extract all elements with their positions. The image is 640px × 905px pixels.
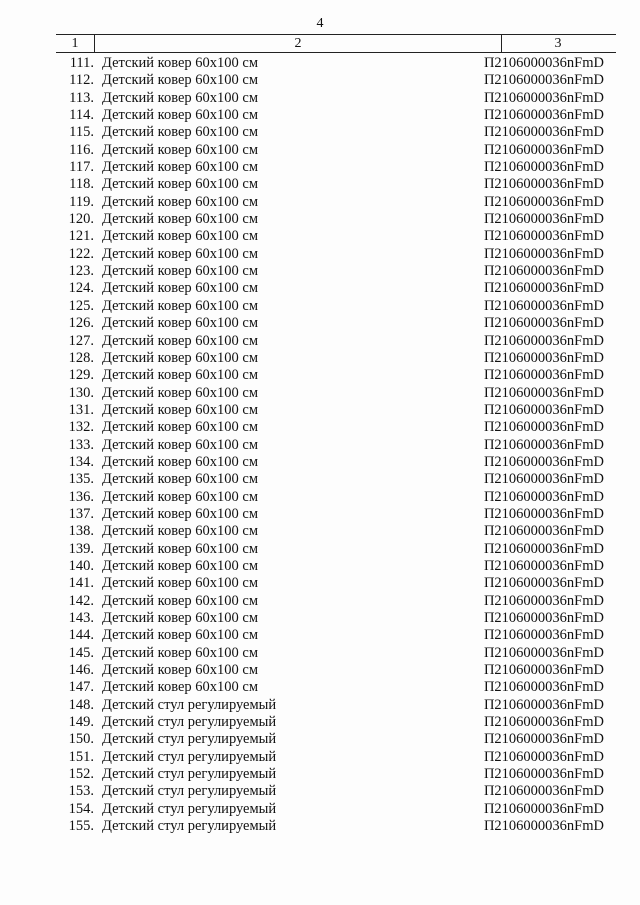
header-column-2: 2: [94, 35, 502, 52]
item-code: П2106000036nFmD: [483, 280, 604, 297]
item-code: П2106000036nFmD: [483, 505, 604, 522]
row-number: 143.: [68, 610, 94, 626]
table-row: [0, 385, 640, 402]
table-row: [0, 90, 640, 107]
row-number: 121.: [68, 228, 94, 245]
item-name: Детский стул регулируемый: [102, 783, 277, 800]
table-row: [0, 627, 640, 644]
table-row: [0, 298, 640, 315]
table-row: [0, 506, 640, 523]
table-row: [0, 558, 640, 575]
row-number: 129.: [68, 367, 94, 384]
row-number: 128.: [68, 349, 94, 366]
item-code: П2106000036nFmD: [483, 523, 604, 540]
table-row: [0, 159, 640, 176]
item-name: Детский ковер 60х100 см: [102, 245, 259, 262]
item-code: П2106000036nFmD: [483, 766, 604, 783]
row-number: 154.: [68, 800, 94, 817]
table-row: [0, 783, 640, 800]
row-number: 146.: [68, 662, 94, 679]
table-row: [0, 367, 640, 384]
item-name: Детский ковер 60х100 см: [102, 332, 259, 349]
item-name: Детский ковер 60х100 см: [102, 55, 259, 71]
table-row: [0, 645, 640, 662]
item-code: П2106000036nFmD: [483, 55, 604, 71]
table-row: [0, 662, 640, 679]
item-name: Детский ковер 60х100 см: [102, 471, 259, 488]
header-column-1: 1: [71, 36, 79, 51]
row-number: 144.: [68, 627, 94, 644]
table-row: [0, 593, 640, 610]
table-row: [0, 315, 640, 332]
item-name: Детский ковер 60х100 см: [102, 679, 259, 696]
table-row: [0, 263, 640, 280]
row-number: 124.: [68, 280, 94, 297]
item-name: Детский ковер 60х100 см: [102, 610, 259, 626]
row-number: 133.: [68, 436, 94, 453]
item-code: П2106000036nFmD: [483, 471, 604, 488]
row-number: 111.: [69, 55, 94, 71]
row-number: 148.: [68, 696, 94, 713]
item-code: П2106000036nFmD: [483, 401, 604, 418]
item-code: П2106000036nFmD: [483, 783, 604, 800]
item-name: Детский ковер 60х100 см: [102, 453, 259, 470]
row-number: 135.: [68, 471, 94, 488]
row-number: 115.: [69, 124, 94, 141]
table-row: [0, 402, 640, 419]
item-code: П2106000036nFmD: [483, 696, 604, 713]
item-code: П2106000036nFmD: [483, 263, 604, 280]
row-number: 142.: [68, 592, 94, 609]
item-name: Детский ковер 60х100 см: [102, 72, 259, 89]
table-row: [0, 107, 640, 124]
item-code: П2106000036nFmD: [483, 488, 604, 505]
row-number: 150.: [68, 731, 94, 748]
item-code: П2106000036nFmD: [483, 107, 604, 124]
row-number: 113.: [69, 89, 94, 106]
row-number: 116.: [69, 141, 94, 158]
row-number: 127.: [68, 332, 94, 349]
item-code: П2106000036nFmD: [483, 731, 604, 748]
page-number: 4: [316, 16, 324, 31]
item-code: П2106000036nFmD: [483, 141, 604, 158]
table-row: [0, 246, 640, 263]
item-code: П2106000036nFmD: [483, 436, 604, 453]
table-row: [0, 454, 640, 471]
item-name: Детский ковер 60х100 см: [102, 627, 259, 644]
item-name: Детский ковер 60х100 см: [102, 176, 259, 193]
item-code: П2106000036nFmD: [483, 89, 604, 106]
row-number: 151.: [68, 748, 94, 765]
item-code: П2106000036nFmD: [483, 679, 604, 696]
item-code: П2106000036nFmD: [483, 627, 604, 644]
item-name: Детский стул регулируемый: [102, 766, 277, 783]
item-name: Детский ковер 60х100 см: [102, 557, 259, 574]
row-number: 138.: [68, 523, 94, 540]
row-number: 155.: [68, 818, 94, 835]
table-row: [0, 176, 640, 193]
item-name: Детский ковер 60х100 см: [102, 401, 259, 418]
item-name: Детский ковер 60х100 см: [102, 662, 259, 679]
row-number: 132.: [68, 419, 94, 436]
table-row: [0, 350, 640, 367]
table-row: [0, 731, 640, 748]
item-name: Детский ковер 60х100 см: [102, 436, 259, 453]
item-code: П2106000036nFmD: [483, 818, 604, 835]
item-code: П2106000036nFmD: [483, 245, 604, 262]
item-code: П2106000036nFmD: [483, 367, 604, 384]
table-header: [56, 34, 616, 53]
table-row: [0, 801, 640, 818]
table-row: [0, 749, 640, 766]
table-row: [0, 575, 640, 592]
table-row: [0, 766, 640, 783]
table-row: [0, 437, 640, 454]
row-number: 119.: [69, 193, 94, 210]
item-code: П2106000036nFmD: [483, 540, 604, 557]
item-name: Детский ковер 60х100 см: [102, 315, 259, 332]
table-row: [0, 211, 640, 228]
item-name: Детский ковер 60х100 см: [102, 540, 259, 557]
item-code: П2106000036nFmD: [483, 453, 604, 470]
item-code: П2106000036nFmD: [483, 800, 604, 817]
item-code: П2106000036nFmD: [483, 419, 604, 436]
row-number: 118.: [69, 176, 94, 193]
row-number: 112.: [69, 72, 94, 89]
item-code: П2106000036nFmD: [483, 159, 604, 176]
table-body: [0, 55, 640, 835]
item-code: П2106000036nFmD: [483, 193, 604, 210]
item-code: П2106000036nFmD: [483, 315, 604, 332]
item-code: П2106000036nFmD: [483, 211, 604, 228]
item-name: Детский стул регулируемый: [102, 800, 277, 817]
item-code: П2106000036nFmD: [483, 748, 604, 765]
item-code: П2106000036nFmD: [483, 176, 604, 193]
item-name: Детский стул регулируемый: [102, 818, 277, 835]
item-code: П2106000036nFmD: [483, 557, 604, 574]
row-number: 147.: [68, 679, 94, 696]
item-name: Детский стул регулируемый: [102, 696, 277, 713]
row-number: 139.: [68, 540, 94, 557]
table-row: [0, 471, 640, 488]
item-name: Детский ковер 60х100 см: [102, 124, 259, 141]
row-number: 136.: [68, 488, 94, 505]
table-row: [0, 541, 640, 558]
item-code: П2106000036nFmD: [483, 332, 604, 349]
item-name: Детский ковер 60х100 см: [102, 505, 259, 522]
item-code: П2106000036nFmD: [483, 349, 604, 366]
item-name: Детский ковер 60х100 см: [102, 297, 259, 314]
item-code: П2106000036nFmD: [483, 662, 604, 679]
item-name: Детский ковер 60х100 см: [102, 488, 259, 505]
table-row: [0, 419, 640, 436]
table-row: [0, 72, 640, 89]
row-number: 117.: [69, 159, 94, 176]
row-number: 141.: [68, 575, 94, 592]
item-name: Детский ковер 60х100 см: [102, 89, 259, 106]
table-row: [0, 818, 640, 835]
row-number: 130.: [68, 384, 94, 401]
row-number: 114.: [69, 107, 94, 124]
item-name: Детский ковер 60х100 см: [102, 419, 259, 436]
table-row: [0, 489, 640, 506]
item-name: Детский ковер 60х100 см: [102, 263, 259, 280]
row-number: 126.: [68, 315, 94, 332]
table-row: [0, 55, 640, 72]
table-row: [0, 228, 640, 245]
row-number: 131.: [68, 401, 94, 418]
table-row: [0, 333, 640, 350]
row-number: 152.: [68, 766, 94, 783]
row-number: 140.: [68, 557, 94, 574]
item-name: Детский ковер 60х100 см: [102, 193, 259, 210]
row-number: 125.: [68, 297, 94, 314]
table-row: [0, 194, 640, 211]
row-number: 137.: [68, 505, 94, 522]
table-row: [0, 523, 640, 540]
item-code: П2106000036nFmD: [483, 575, 604, 592]
table-row: [0, 142, 640, 159]
item-name: Детский ковер 60х100 см: [102, 644, 259, 661]
item-name: Детский ковер 60х100 см: [102, 523, 259, 540]
item-code: П2106000036nFmD: [483, 610, 604, 626]
item-name: Детский ковер 60х100 см: [102, 575, 259, 592]
table-row: [0, 714, 640, 731]
item-name: Детский стул регулируемый: [102, 714, 277, 731]
item-code: П2106000036nFmD: [483, 228, 604, 245]
table-row: [0, 610, 640, 627]
row-number: 122.: [68, 245, 94, 262]
item-name: Детский стул регулируемый: [102, 731, 277, 748]
item-code: П2106000036nFmD: [483, 297, 604, 314]
table-row: [0, 280, 640, 297]
item-name: Детский ковер 60х100 см: [102, 228, 259, 245]
item-code: П2106000036nFmD: [483, 124, 604, 141]
item-name: Детский ковер 60х100 см: [102, 349, 259, 366]
item-name: Детский ковер 60х100 см: [102, 159, 259, 176]
item-name: Детский стул регулируемый: [102, 748, 277, 765]
item-name: Детский ковер 60х100 см: [102, 211, 259, 228]
item-name: Детский ковер 60х100 см: [102, 592, 259, 609]
item-name: Детский ковер 60х100 см: [102, 107, 259, 124]
item-name: Детский ковер 60х100 см: [102, 141, 259, 158]
row-number: 120.: [68, 211, 94, 228]
item-code: П2106000036nFmD: [483, 592, 604, 609]
item-name: Детский ковер 60х100 см: [102, 367, 259, 384]
row-number: 153.: [68, 783, 94, 800]
row-number: 134.: [68, 453, 94, 470]
header-column-3: 3: [554, 36, 562, 51]
table-row: [0, 679, 640, 696]
item-code: П2106000036nFmD: [483, 72, 604, 89]
item-code: П2106000036nFmD: [483, 644, 604, 661]
row-number: 149.: [68, 714, 94, 731]
item-name: Детский ковер 60х100 см: [102, 280, 259, 297]
item-code: П2106000036nFmD: [483, 384, 604, 401]
table-row: [0, 124, 640, 141]
table-row: [0, 697, 640, 714]
row-number: 145.: [68, 644, 94, 661]
row-number: 123.: [68, 263, 94, 280]
item-code: П2106000036nFmD: [483, 714, 604, 731]
item-name: Детский ковер 60х100 см: [102, 384, 259, 401]
